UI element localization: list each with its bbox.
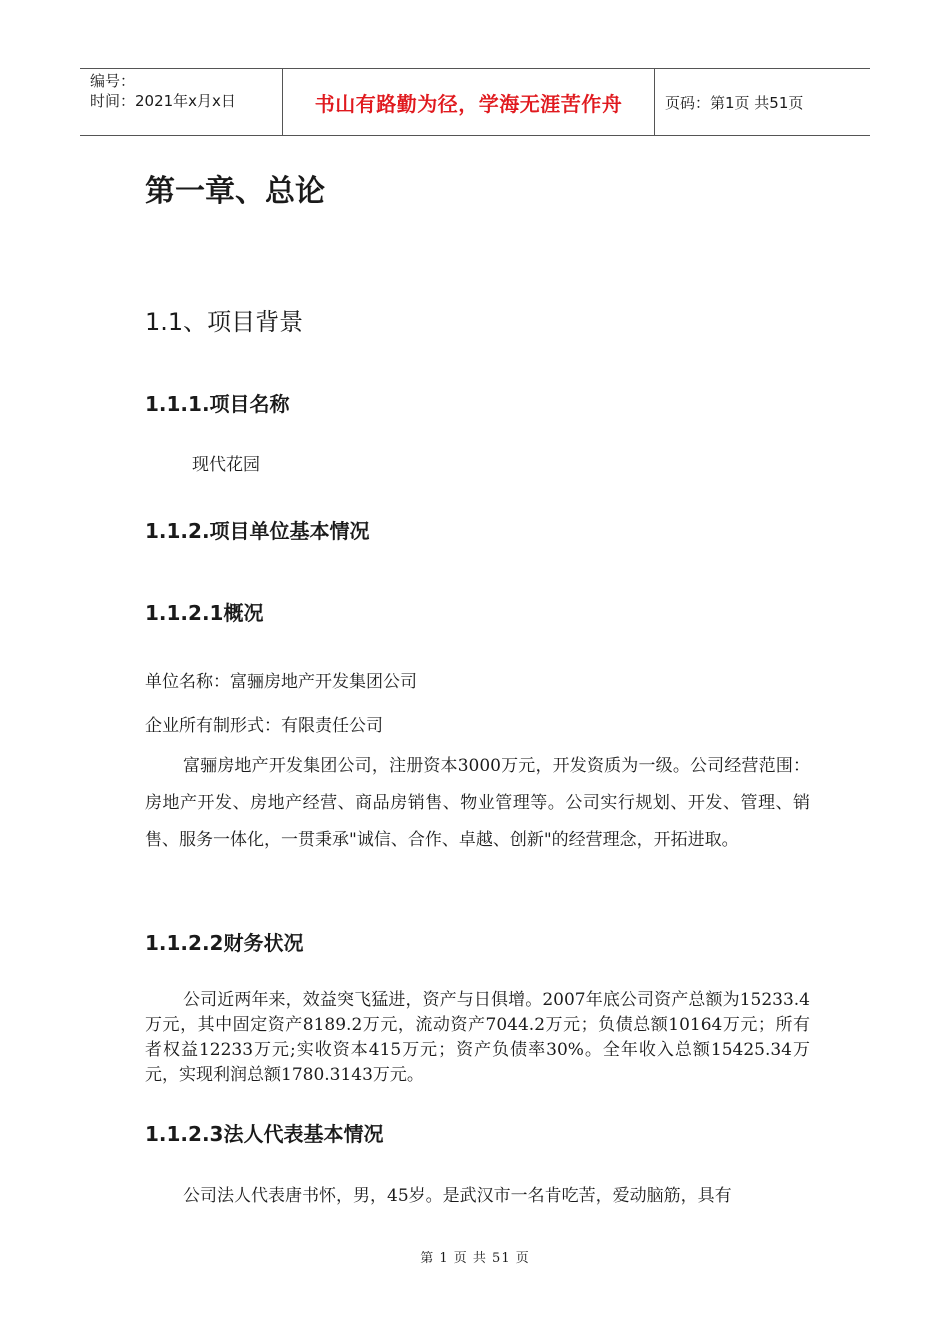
- header-page-info: 页码：第1页 共51页: [665, 93, 804, 112]
- finance-paragraph: 公司近两年来，效益突飞猛进，资产与日俱增。2007年底公司资产总额为15233.4万元，其中固定资产8189.2万元，流动资产7044.2万元；负债总额10164万元；所有者权益12233万元;实收资本415万元；资产负债率30%。全年收入总额15425.34万元，实现利润总额1780.3143万元。: [145, 990, 810, 1085]
- section-heading-1-1-2-3: 1.1.2.3法人代表基本情况: [145, 1122, 384, 1146]
- section-heading-1-1-1: 1.1.1.项目名称: [145, 392, 290, 416]
- overview-paragraph: 富骊房地产开发集团公司，注册资本3000万元，开发资质为一级。公司经营范围：房地产开发、房地产经营、商品房销售、物业管理等。公司实行规划、开发、管理、销售、服务一体化，一贯秉承"诚信、合作、卓越、创新"的经营理念，开拓进取。: [145, 756, 810, 850]
- section-heading-1-1-2: 1.1.2.项目单位基本情况: [145, 519, 370, 543]
- ownership-form: 企业所有制形式：有限责任公司: [145, 716, 383, 736]
- unit-name: 单位名称：富骊房地产开发集团公司: [145, 672, 417, 692]
- section-heading-1-1-2-1: 1.1.2.1概况: [145, 601, 264, 625]
- chapter-title: 第一章、总论: [145, 174, 325, 209]
- legal-rep-paragraph: 公司法人代表唐书怀，男，45岁。是武汉市一名肯吃苦，爱动脑筋，具有: [183, 1186, 732, 1206]
- header-time: 时间：2021年x月x日: [90, 92, 236, 110]
- header-meta: [80, 69, 283, 135]
- section-heading-1-1-2-2: 1.1.2.2财务状况: [145, 931, 304, 955]
- header-motto: 书山有路勤为径，学海无涯苦作舟: [314, 91, 623, 116]
- project-name: 现代花园: [192, 455, 260, 475]
- header-motto-cell: [283, 69, 655, 135]
- page-footer: 第 1 页 共 51 页: [420, 1251, 530, 1266]
- page-header: [80, 68, 870, 136]
- header-number: 编号：: [90, 72, 136, 90]
- section-heading-1-1: 1.1、项目背景: [145, 308, 304, 336]
